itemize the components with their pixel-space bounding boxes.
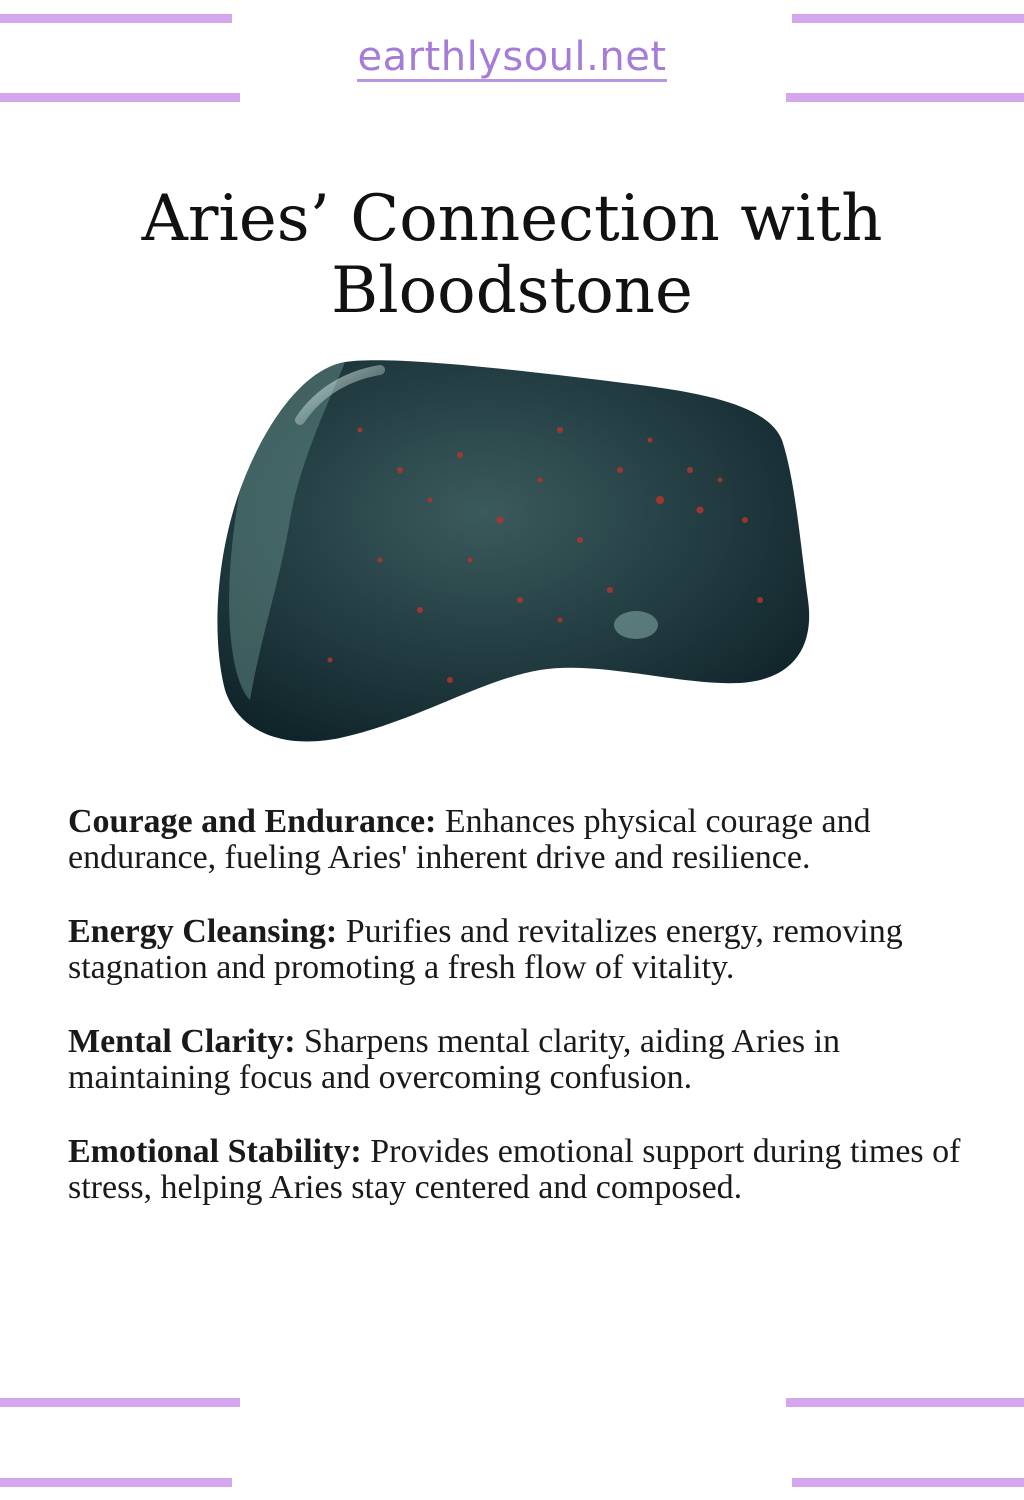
list-item xyxy=(68,804,968,876)
item-text: Sharpens mental clarity, aiding Aries in maintaining focus and overcoming confusion. xyxy=(68,1023,841,1096)
item-text: Enhances physical courage and endurance, fueling Aries' inherent drive and resilience. xyxy=(68,803,871,876)
lower-right-bar xyxy=(786,1398,1024,1407)
list-item xyxy=(68,1134,968,1206)
page-title: Aries’ Connection with Bloodstone xyxy=(141,181,883,328)
item-text: Purifies and revitalizes energy, removing stagnation and promoting a fresh flow of vitality. xyxy=(68,913,903,986)
logo-text: earthlysoul.net xyxy=(357,34,667,80)
bottom-right-bar xyxy=(792,1478,1024,1487)
bottom-left-bar xyxy=(0,1478,232,1487)
item-term: Energy Cleansing: xyxy=(68,913,338,950)
lower-left-bar xyxy=(0,1398,240,1407)
item-term: Mental Clarity: xyxy=(68,1023,296,1060)
list-item xyxy=(68,1024,968,1096)
properties-list xyxy=(68,804,968,1244)
list-item xyxy=(68,914,968,986)
item-term: Emotional Stability: xyxy=(68,1133,362,1170)
item-text: Provides emotional support during times of stress, helping Aries stay centered and composed. xyxy=(68,1133,961,1206)
item-term: Courage and Endurance: xyxy=(68,803,437,840)
